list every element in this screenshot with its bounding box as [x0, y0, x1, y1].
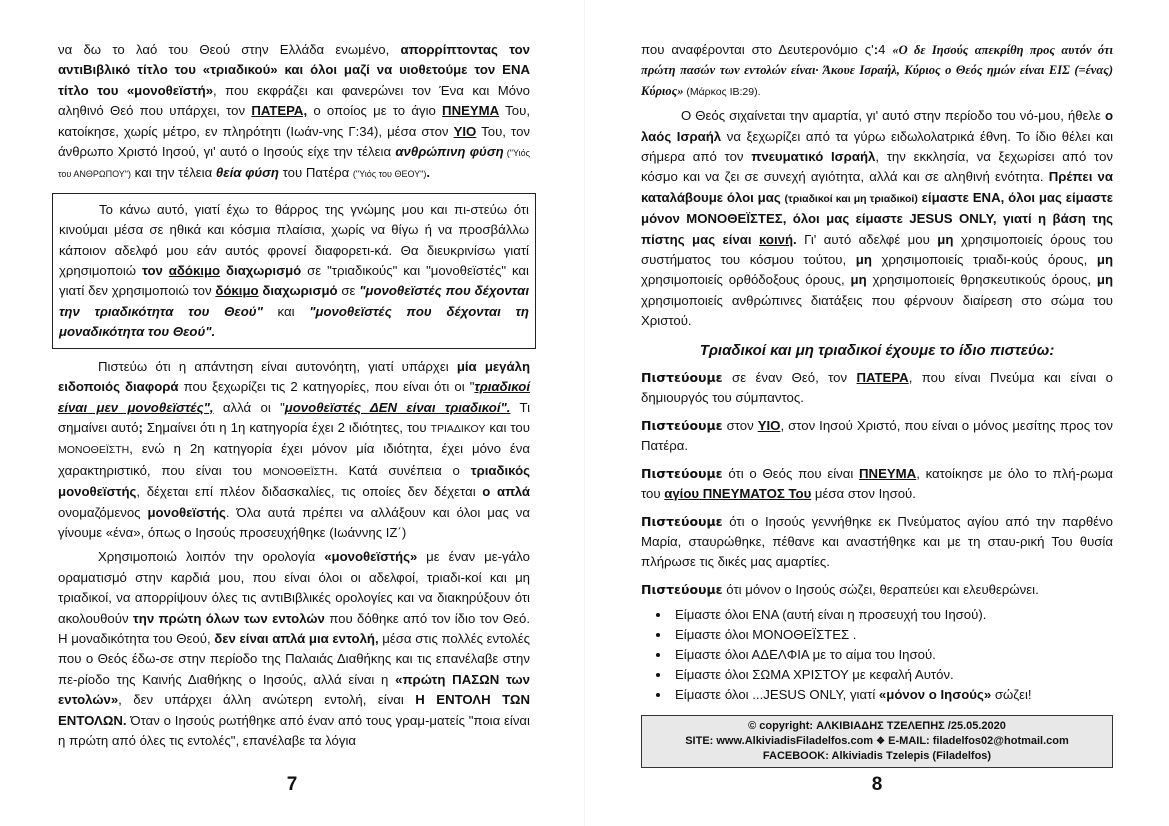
text-run: διαχωρισμό: [220, 263, 302, 279]
text-run: Είμαστε όλοι ΜΟΝΟΘΕΪΣΤΕΣ .: [675, 626, 857, 642]
text-run: «πρώτη ΠΑΣΩΝ των εντολών»: [58, 671, 530, 708]
text-run: , δεν υπάρχει άλλη ανώτερη εντολή, είναι: [118, 692, 416, 708]
diamond-separator-icon: ❖: [876, 735, 886, 747]
text-run: είμαστε ΕΝΑ, όλοι μας είμαστε μόνον ΜΟΝΟΘΕΪΣΤΕΣ, όλοι μας είμαστε JESUS ONLY, γιατί η βάση της πίστης μας είναι: [641, 189, 1113, 247]
text-run: "μονοθεϊστές που δέχονται την τριαδικότητα του Θεού": [59, 283, 529, 319]
text-run: ότι ο Ιησούς γεννήθηκε εκ Πνεύματος αγίου από την παρθένο Μαρία, σταυρώθηκε, πέθανε και αναστήθηκε και με τη σταυ-ρική Του θυσία πλήρωσε τις δικές μας αμαρτίες.: [641, 513, 1113, 569]
text-run: μη: [850, 272, 867, 288]
text-run: (τριαδικοί και μη τριαδικοί): [784, 192, 918, 205]
text-run: χρησιμοποιείς όρους του συστήματος του κόσμου τούτου,: [641, 231, 1114, 268]
text-run: σώζει!: [991, 686, 1032, 702]
text-run: Του, τον άνθρωπο Χριστό Ιησού, γι' αυτό ο Ιησούς είχε την τέλεια: [58, 123, 531, 160]
text-run: "μονοθεϊστές που δέχονται τη μοναδικότητα του Θεού".: [59, 303, 529, 340]
text-run: Είμαστε όλοι ΣΩΜΑ ΧΡΙΣΤΟΥ με κεφαλή Αυτόν.: [675, 666, 954, 682]
text-run: Είμαστε όλοι ΑΔΕΛΦΙΑ με το αίμα του Ιησού.: [675, 646, 936, 662]
text-run: μη: [855, 252, 872, 268]
text-run: χρησιμοποιείς θρησκευτικούς όρους,: [866, 272, 1097, 288]
text-run: σε: [337, 283, 360, 299]
text-run: . Κατά συνέπεια ο: [334, 462, 471, 478]
text-run: αλλά οι ": [213, 399, 285, 415]
left-page: [0, 0, 584, 826]
text-run: 4: [878, 42, 893, 57]
text-run: ;: [138, 419, 143, 435]
creed-label: Πιστεύουμε: [641, 581, 723, 597]
facebook-line: FACEBOOK: Alkiviadis Tzelepis (Filadelfos): [762, 749, 992, 762]
text-run: , που είναι Πνεύμα και είναι ο δημιουργός του σύμπαντος.: [641, 369, 1113, 405]
text-run: ΠΝΕΥΜΑ: [859, 465, 917, 481]
text-run: ΜΟΝΟΘΕΪΣΤΗ: [262, 465, 335, 478]
text-run: , που εκφράζει και φανερώνει τον Ένα και Μόνο αληθινό Θεό που υπάρχει, τον: [58, 82, 531, 119]
text-run: (Μάρκος ΙΒ:29).: [683, 85, 761, 98]
text-run: την πρώτη όλων των εντολών: [132, 610, 325, 626]
page-number-left: 7: [286, 774, 298, 795]
text-run: Το κάνω αυτό, γιατί έχω το θάρρος της γνώμης μου και πι-στεύω ότι κινούμαι μέσα σε ηθικά και κόσμια πλαίσια, χωρίς να θίγω ή να προσβάλλω κάποιον αδελφό μου εάν αυτός φρονεί διαφορετι-κά. Θα διευκρινίσω γιατί χρησιμοποιώ: [59, 201, 529, 279]
text-run: ο λαός Ισραήλ: [641, 108, 1113, 144]
text-run: Του, κατοίκησε, χωρίς μέτρο, εν πληρότητι (Ιωάν-νης Γ:34), μέσα στον: [58, 103, 530, 139]
text-run: ΠΑΤΕΡΑ,: [251, 103, 308, 119]
text-run: με έναν με-γάλο οραματισμό στην καρδιά μου, που είναι όλοι οι αδελφοί, τριαδι-κοί και μη τριαδικοί, να απορρίψουν όλες τις αντιΒιβλικές ορολογίες και να διακηρύξουν ότι ακολουθούν: [58, 549, 530, 626]
text-run: ότι μόνον ο Ιησούς σώζει, θεραπεύει και ελευθερώνει.: [722, 581, 1039, 597]
text-run: και του: [485, 419, 530, 435]
text-run: μονοθεϊστής: [147, 504, 226, 520]
bullet-item: [671, 685, 1113, 705]
creed-item: [641, 464, 1113, 504]
creed-label: Πιστεύουμε: [641, 369, 723, 385]
text-run: σε "τριαδικούς" και "μονοθεϊστές" και γιατί δεν χρησιμοποιώ τον: [59, 263, 529, 299]
boxed-note: [52, 193, 536, 349]
text-run: ΠΝΕΥΜΑ: [442, 103, 500, 119]
site-link[interactable]: SITE: www.AlkiviadisFiladelfos.com: [685, 734, 874, 747]
creed-item: [641, 512, 1113, 572]
text-run: πνευματικό Ισραήλ: [751, 149, 876, 165]
left-paragraph-1: [58, 40, 530, 185]
text-run: :: [873, 42, 879, 57]
right-text-column: [641, 40, 1113, 768]
text-run: . Όλα αυτά πρέπει να αλλάξουν και όλοι μας να γίνουμε «ένα», όπως ο Ιησούς προσευχήθηκε (Ιωάννης ΙΖ΄): [58, 504, 530, 540]
text-run: χρησιμοποιείς ανθρώπινες διατάξεις που φέρνουν διαίρεση στο σώμα του Χριστού.: [641, 292, 1113, 329]
boxed-paragraph: [59, 200, 529, 343]
text-run: δεν είναι απλά μια εντολή,: [214, 630, 379, 646]
text-run: και την τέλεια: [131, 165, 216, 181]
text-run: Γι' αυτό αδελφέ μου: [796, 231, 938, 247]
text-run: ΥΙΟ: [453, 123, 477, 139]
text-run: , ενώ η 2η κατηγορία έχει μόνον μία ιδιότητα, έχει μόνο ένα χαρακτηριστικό, που είναι του: [58, 441, 530, 478]
text-run: Είμαστε όλοι ΕΝΑ (αυτή είναι η προσευχή του Ιησού).: [675, 606, 987, 622]
text-run: .: [426, 165, 431, 181]
text-run: μη: [937, 231, 954, 247]
bullet-item: [671, 645, 1113, 665]
text-run: μη: [1096, 252, 1113, 268]
text-run: ότι ο Θεός που είναι: [722, 465, 860, 481]
text-run: και: [262, 303, 310, 319]
creed-label: Πιστεύουμε: [641, 465, 723, 481]
text-run: μη: [1096, 272, 1114, 288]
text-run: ΠΑΤΕΡΑ: [856, 369, 909, 385]
text-run: απορρίπτοντας τον αντιΒιβλικό τίτλο του «τριαδικού» και όλοι μαζί να υιοθετούμε τον ΕΝΑ τίτλο του «μονοθεϊστή»: [58, 42, 530, 98]
text-run: που ξεχωρίζει τις 2 κατηγορίες, που είναι ότι οι ": [178, 379, 475, 395]
text-run: , κατοίκησε με όλο το πλή-ρωμα του: [641, 465, 1113, 501]
text-run: κοινή: [759, 231, 794, 247]
text-run: μονοθεϊστές ΔΕΝ είναι τριαδικοί".: [284, 399, 511, 415]
text-run: του Πατέρα: [278, 165, 353, 181]
text-run: διαχωρισμό: [258, 283, 338, 299]
text-run: αγίου ΠΝΕΥΜΑΤΟΣ Του: [664, 485, 812, 501]
copyright-line: © copyright: ΑΛΚΙΒΙΑΔΗΣ ΤΖΕΛΕΠΗΣ /25.05.2020: [748, 719, 1006, 732]
text-run: ΜΟΝΟΘΕΪΣΤΗ: [58, 444, 130, 457]
text-run: ο οποίος με το άγιο: [307, 103, 443, 119]
left-text-column: [58, 40, 530, 751]
section-title: Τριαδικοί και μη τριαδικοί έχουμε το ίδιο πιστεύω:: [699, 341, 1055, 359]
creed-item: [641, 368, 1113, 408]
creed-label: Πιστεύουμε: [641, 513, 723, 529]
creed-item: [641, 416, 1113, 456]
text-run: σε έναν Θεό, τον: [722, 369, 857, 385]
contact-line: [644, 734, 1110, 749]
text-run: ("Υιός του ΑΝΘΡΩΠΟΥ"): [58, 148, 530, 180]
text-run: ο απλά: [482, 484, 530, 500]
text-run: .: [793, 231, 797, 247]
left-paragraph-3: [58, 357, 530, 544]
text-run: «μονοθεϊστής»: [324, 549, 418, 565]
bullet-item: [671, 665, 1113, 685]
text-run: Όταν ο Ιησούς ρωτήθηκε από έναν από τους γραμ-ματείς "ποια είναι η πρώτη από όλες τις εντολές", επανέλαβε τα λόγια: [58, 712, 530, 748]
text-run: που αναφέρονται στο Δευτερονόμιο ς': [641, 42, 874, 57]
page-number-right: 8: [871, 774, 883, 795]
text-run: Είμαστε όλοι ...JESUS ONLY, γιατί: [675, 686, 879, 702]
bullet-item: [671, 605, 1113, 625]
bullet-item: [671, 625, 1113, 645]
text-run: να δω το λαό του Θεού στην Ελλάδα ενωμένο,: [58, 42, 401, 57]
text-run: στον: [722, 417, 758, 433]
text-run: τον: [141, 263, 169, 279]
text-run: αδόκιμο: [168, 263, 221, 279]
text-run: , την εκκλησία, να ξεχωρίσει από τον κόσμο και να ζει σε συνεχή αγιότητα, αλλά και σε αληθινή ενότητα.: [641, 149, 1114, 185]
text-run: Η ΕΝΤΟΛΗ ΤΩΝ ΕΝΤΟΛΩΝ.: [58, 692, 530, 728]
text-run: χρησιμοποιείς ορθόδοξους όρους,: [641, 272, 851, 288]
copyright-box: [641, 715, 1113, 768]
text-run: ονομαζόμενος: [58, 504, 148, 520]
creed-item: [641, 580, 1113, 600]
text-run: δόκιμο: [215, 283, 259, 299]
text-run: χρησιμοποιείς τριαδι-κούς όρους,: [871, 252, 1097, 268]
text-run: που δόθηκε από τον ίδιο τον Θεό. Η μοναδικότητα του Θεού,: [58, 610, 530, 646]
creed-text: [723, 582, 1039, 597]
right-paragraph-2: [641, 106, 1113, 331]
text-run: , δέχεται επί πλέον διδασκαλίες, τις οποίες δεν δέχεται: [136, 484, 483, 500]
text-run: να ξεχωρίζει από τα γύρω ειδωλολατρικά έθνη. Το ίδιο θέλει και σήμερα από τον: [641, 128, 1113, 165]
text-run: Χρησιμοποιώ λοιπόν την ορολογία: [98, 549, 325, 565]
right-page: [585, 0, 1169, 826]
text-run: μέσα στον Ιησού.: [811, 485, 916, 501]
text-run: ("Υιός του ΘΕΟΥ"): [352, 169, 427, 180]
creed-list: [641, 368, 1113, 600]
left-paragraph-4: [58, 547, 530, 751]
text-run: «Ο δε Ιησούς απεκρίθη προς αυτόν ότι πρώτη πασών των εντολών είναι· Άκουε Ισραήλ, Κύριος ο Θεός ημών είναι ΕΙΣ (=ένας) Κύριος»: [641, 43, 1114, 98]
text-run: μέσα στις πολλές εντολές που ο Θεός έδω-σε στην περίοδο της Παλαιάς Διαθήκης και τις επανέλαβε στην πε-ρίοδο της Καινής Διαθήκης ο Ιησούς, αλλά είναι η: [58, 630, 530, 687]
text-run: μία μεγάλη ειδοποιός διαφορά: [58, 358, 530, 395]
text-run: Πρέπει να καταλάβουμε όλοι μας: [641, 169, 1113, 205]
bullet-list: [641, 605, 1113, 705]
text-run: , στον Ιησού Χριστό, που είναι ο μόνος μεσίτης προς τον Πατέρα.: [641, 417, 1113, 453]
text-run: «μόνον ο Ιησούς»: [878, 686, 992, 702]
text-run: ΥΙΟ: [757, 417, 781, 433]
text-run: θεία φύση: [215, 165, 279, 181]
text-run: Ο Θεός σιχαίνεται την αμαρτία, γι' αυτό στην περίοδο του νό-μου, ήθελε: [681, 108, 1105, 124]
text-run: τριαδικός μονοθεϊστής: [58, 462, 530, 500]
text-run: Τι σημαίνει αυτό: [58, 399, 531, 435]
text-run: Πιστεύω ότι η απάντηση είναι αυτονόητη, γιατί υπάρχει: [98, 358, 457, 374]
creed-label: Πιστεύουμε: [641, 417, 723, 433]
right-paragraph-1: [641, 40, 1113, 102]
text-run: τριαδικοί είναι μεν μονοθεϊστές",: [58, 379, 530, 415]
text-run: ανθρώπινη φύση: [395, 144, 504, 160]
text-run: Σημαίνει ότι η 1η κατηγορία έχει 2 ιδιότητες, του: [142, 419, 431, 435]
text-run: ΤΡΙΑΔΙΚΟΥ: [430, 422, 486, 435]
email-link[interactable]: E-MAIL: filadelfos02@hotmail.com: [888, 734, 1069, 747]
